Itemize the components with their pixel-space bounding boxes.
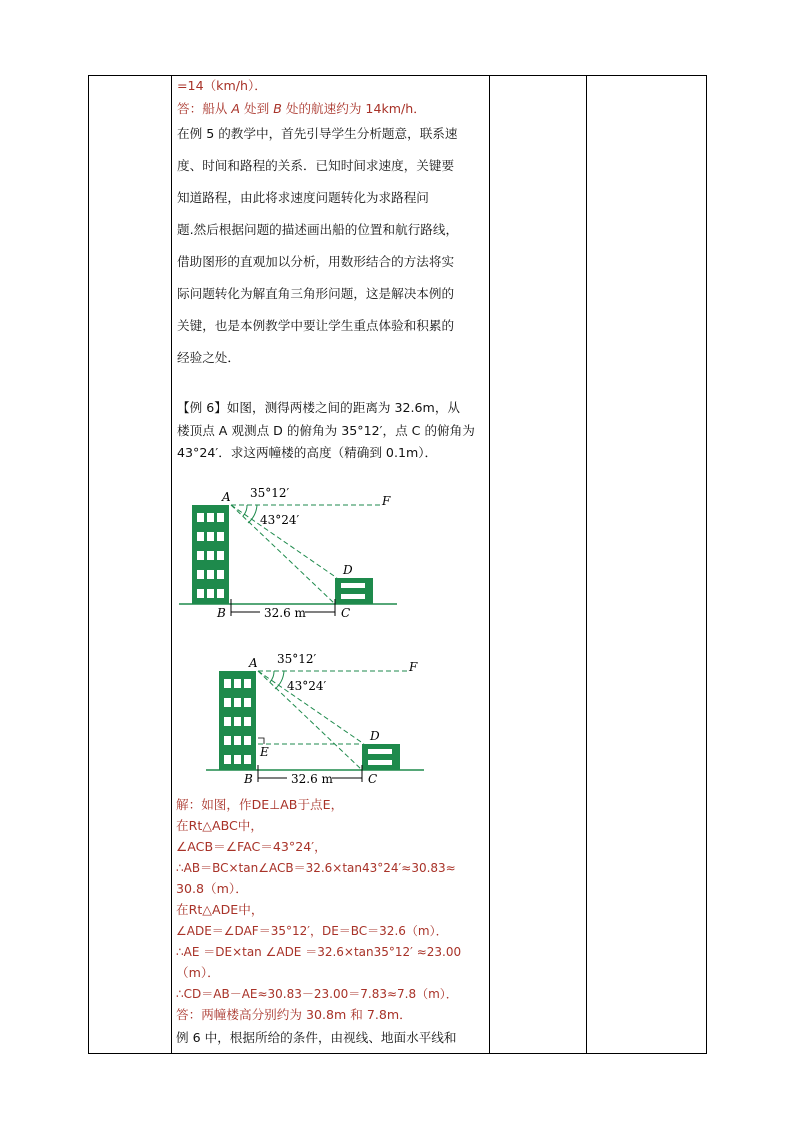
label-D: D: [370, 729, 380, 743]
solution-line: ∠ACB＝∠FAC＝43°24′，: [176, 839, 327, 854]
short-building: [335, 578, 373, 604]
label-F: F: [382, 494, 391, 508]
solution-line: ∴AE ＝DE×tan ∠ADE ＝32.6×tan35°12′ ≈23.00: [176, 945, 462, 959]
column-divider-2: [489, 76, 490, 1053]
teaching5-line: 题.然后根据问题的描述画出船的位置和航行路线，: [177, 222, 459, 237]
label-A: A: [222, 490, 231, 504]
solution-line: 在Rt△ABC中，: [176, 818, 263, 833]
short-building: [362, 744, 400, 770]
teaching5-line: 经验之处．: [177, 350, 240, 365]
solution-line: 答：两幢楼高分别约为 30.8m 和 7.8m．: [176, 1007, 412, 1022]
label-C: C: [341, 606, 351, 620]
label-B: B: [217, 606, 226, 620]
solution-line: 30.8（m）．: [176, 881, 248, 896]
teaching5-line: 际问题转化为解直角三角形问题，这是解决本例的: [177, 286, 455, 301]
solution-line: 解：如图，作DE⊥AB于点E，: [176, 797, 344, 812]
short-building-window: [341, 594, 365, 599]
angle-label-2: 43°24′: [260, 513, 300, 527]
teaching5-line: 度、时间和路程的关系．已知时间求速度，关键要: [177, 158, 455, 173]
solution-line: ∴CD＝AB－AE≈30.83－23.00＝7.83≈7.8（m）．: [176, 987, 458, 1001]
label-B: B: [244, 772, 253, 786]
teaching5-line: 知道路程，由此将求速度问题转化为求路程问: [177, 190, 429, 205]
label-A: A: [249, 656, 258, 670]
right-angle-mark: [258, 738, 264, 744]
solution-line: ∴AB＝BC×tan∠ACB＝32.6×tan43°24′≈30.83≈: [176, 861, 456, 875]
distance-label: 32.6 m: [291, 772, 333, 786]
speed-result: =14（km/h）．: [177, 78, 267, 93]
label-C: C: [368, 772, 378, 786]
teaching5-line: 关键，也是本例教学中要让学生重点体验和积累的: [177, 318, 455, 333]
example6-line: 43°24′．求这两幢楼的高度（精确到 0.1m）．: [177, 445, 438, 460]
distance-label: 32.6 m: [264, 606, 306, 620]
solution-line: 在Rt△ADE中，: [176, 902, 264, 917]
angle-label-1: 35°12′: [250, 486, 290, 500]
teaching5-line: 借助图形的直观加以分析，用数形结合的方法将实: [177, 254, 455, 269]
teaching5-line: 在例 5 的教学中，首先引导学生分析题意，联系速: [177, 126, 458, 141]
solution-line: （m）．: [176, 965, 220, 980]
label-F: F: [409, 660, 418, 674]
label-D: D: [343, 563, 353, 577]
short-building-window: [341, 583, 365, 588]
solution-block: [171, 795, 487, 1054]
figure-1: [175, 485, 405, 625]
solution-line: ∠ADE＝∠DAF＝35°12′，DE＝BC＝32.6（m）．: [176, 924, 448, 938]
angle-label-1: 35°12′: [277, 652, 317, 666]
answer-example5: 答：船从 A 处到 B 处的航速约为 14km/h．: [177, 101, 426, 116]
angle-label-2: 43°24′: [287, 679, 327, 693]
column-divider-3: [586, 76, 587, 1053]
teaching6-line: 例 6 中，根据所给的条件，由视线、地面水平线和: [176, 1030, 457, 1045]
short-building-window: [368, 749, 392, 754]
example6-line: 楼顶点 A 观测点 D 的俯角为 35°12′，点 C 的俯角为: [177, 423, 475, 438]
example6-line: 【例 6】如图，测得两楼之间的距离为 32.6m，从: [177, 400, 461, 415]
short-building-window: [368, 760, 392, 765]
label-E: E: [260, 745, 269, 759]
figure-2: [202, 651, 432, 791]
